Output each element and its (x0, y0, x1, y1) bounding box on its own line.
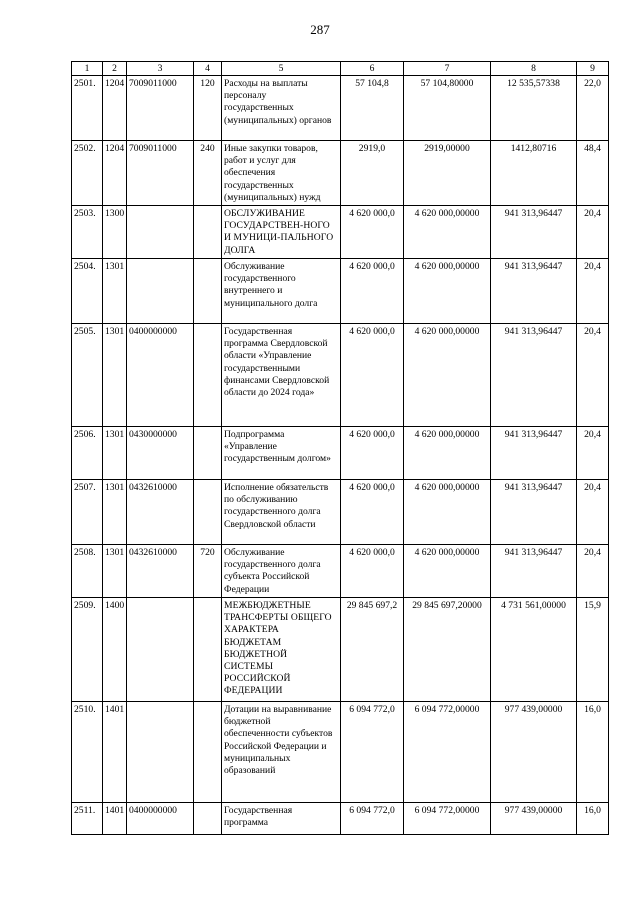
item-name: Дотации на выравнивание бюджетной обеспеченности субъектов Российской Федерации и муниципальных образований (222, 702, 341, 803)
expense-type-code (194, 324, 222, 427)
section-code: 1301 (103, 324, 127, 427)
item-name: МЕЖБЮДЖЕТНЫЕ ТРАНСФЕРТЫ ОБЩЕГО ХАРАКТЕРА БЮДЖЕТАМ БЮДЖЕТНОЙ СИСТЕМЫ РОССИЙСКОЙ ФЕДЕРАЦИИ (222, 598, 341, 702)
expense-type-code (194, 598, 222, 702)
table-row (72, 141, 609, 206)
table-row (72, 480, 609, 545)
row-number: 2509. (72, 598, 103, 702)
table-row (72, 545, 609, 598)
row-number: 2506. (72, 427, 103, 480)
approved-amount: 6 094 772,00000 (404, 803, 491, 835)
target-article-code: 7009011000 (127, 76, 194, 141)
target-article-code (127, 259, 194, 324)
expense-type-code: 720 (194, 545, 222, 598)
column-header: 8 (491, 62, 577, 76)
executed-amount: 4 731 561,00000 (491, 598, 577, 702)
execution-percent: 20,4 (577, 480, 609, 545)
expense-type-code (194, 803, 222, 835)
target-article-code (127, 702, 194, 803)
item-name: Обслуживание государственного долга субъекта Российской Федерации (222, 545, 341, 598)
item-name: Иные закупки товаров, работ и услуг для обеспечения государственных (муниципальных) нужд (222, 141, 341, 206)
executed-amount: 12 535,57338 (491, 76, 577, 141)
table-row (72, 259, 609, 324)
column-header: 4 (194, 62, 222, 76)
section-code: 1301 (103, 480, 127, 545)
target-article-code: 0400000000 (127, 324, 194, 427)
row-number: 2501. (72, 76, 103, 141)
item-name: Государственная программа (222, 803, 341, 835)
table-row (72, 803, 609, 835)
table-row (72, 427, 609, 480)
target-article-code: 0430000000 (127, 427, 194, 480)
executed-amount: 941 313,96447 (491, 259, 577, 324)
item-name: ОБСЛУЖИВАНИЕ ГОСУДАРСТВЕН-НОГО И МУНИЦИ-ПАЛЬНОГО ДОЛГА (222, 206, 341, 259)
column-header: 3 (127, 62, 194, 76)
table-row (72, 76, 609, 141)
section-code: 1204 (103, 141, 127, 206)
row-number: 2507. (72, 480, 103, 545)
executed-amount: 941 313,96447 (491, 545, 577, 598)
section-code: 1301 (103, 259, 127, 324)
target-article-code: 0400000000 (127, 803, 194, 835)
approved-amount: 4 620 000,00000 (404, 259, 491, 324)
plan-amount: 4 620 000,0 (341, 427, 404, 480)
execution-percent: 15,9 (577, 598, 609, 702)
column-header: 1 (72, 62, 103, 76)
section-code: 1300 (103, 206, 127, 259)
section-code: 1400 (103, 598, 127, 702)
section-code: 1301 (103, 427, 127, 480)
executed-amount: 941 313,96447 (491, 480, 577, 545)
executed-amount: 941 313,96447 (491, 427, 577, 480)
execution-percent: 20,4 (577, 206, 609, 259)
item-name: Государственная программа Свердловской области «Управление государственными финансами Свердловской области до 2024 года» (222, 324, 341, 427)
item-name: Подпрограмма «Управление государственным долгом» (222, 427, 341, 480)
column-header: 6 (341, 62, 404, 76)
column-header: 7 (404, 62, 491, 76)
section-code: 1401 (103, 702, 127, 803)
section-code: 1204 (103, 76, 127, 141)
page-number: 287 (310, 22, 330, 37)
item-name: Исполнение обязательств по обслуживанию государственного долга Свердловской области (222, 480, 341, 545)
expense-type-code (194, 480, 222, 545)
table-row (72, 598, 609, 702)
expense-type-code: 120 (194, 76, 222, 141)
execution-percent: 48,4 (577, 141, 609, 206)
approved-amount: 57 104,80000 (404, 76, 491, 141)
expense-type-code (194, 702, 222, 803)
row-number: 2508. (72, 545, 103, 598)
plan-amount: 4 620 000,0 (341, 206, 404, 259)
table-header-row (72, 62, 609, 76)
plan-amount: 2919,0 (341, 141, 404, 206)
expense-type-code: 240 (194, 141, 222, 206)
plan-amount: 29 845 697,2 (341, 598, 404, 702)
row-number: 2505. (72, 324, 103, 427)
plan-amount: 57 104,8 (341, 76, 404, 141)
target-article-code (127, 206, 194, 259)
approved-amount: 6 094 772,00000 (404, 702, 491, 803)
section-code: 1301 (103, 545, 127, 598)
approved-amount: 4 620 000,00000 (404, 545, 491, 598)
executed-amount: 1412,80716 (491, 141, 577, 206)
target-article-code (127, 598, 194, 702)
executed-amount: 977 439,00000 (491, 803, 577, 835)
expense-type-code (194, 259, 222, 324)
table-row (72, 702, 609, 803)
expense-type-code (194, 206, 222, 259)
approved-amount: 4 620 000,00000 (404, 427, 491, 480)
row-number: 2503. (72, 206, 103, 259)
execution-percent: 16,0 (577, 702, 609, 803)
approved-amount: 4 620 000,00000 (404, 206, 491, 259)
table-row (72, 324, 609, 427)
row-number: 2510. (72, 702, 103, 803)
execution-percent: 20,4 (577, 259, 609, 324)
execution-percent: 20,4 (577, 545, 609, 598)
row-number: 2504. (72, 259, 103, 324)
plan-amount: 6 094 772,0 (341, 803, 404, 835)
execution-percent: 20,4 (577, 427, 609, 480)
column-header: 2 (103, 62, 127, 76)
executed-amount: 941 313,96447 (491, 324, 577, 427)
plan-amount: 4 620 000,0 (341, 324, 404, 427)
approved-amount: 29 845 697,20000 (404, 598, 491, 702)
approved-amount: 4 620 000,00000 (404, 324, 491, 427)
budget-table (71, 61, 609, 835)
plan-amount: 4 620 000,0 (341, 480, 404, 545)
plan-amount: 4 620 000,0 (341, 259, 404, 324)
target-article-code: 0432610000 (127, 480, 194, 545)
expense-type-code (194, 427, 222, 480)
column-header: 5 (222, 62, 341, 76)
table-row (72, 206, 609, 259)
target-article-code: 7009011000 (127, 141, 194, 206)
item-name: Обслуживание государственного внутреннего и муниципального долга (222, 259, 341, 324)
column-header: 9 (577, 62, 609, 76)
plan-amount: 4 620 000,0 (341, 545, 404, 598)
approved-amount: 4 620 000,00000 (404, 480, 491, 545)
approved-amount: 2919,00000 (404, 141, 491, 206)
row-number: 2502. (72, 141, 103, 206)
item-name: Расходы на выплаты персоналу государственных (муниципальных) органов (222, 76, 341, 141)
section-code: 1401 (103, 803, 127, 835)
plan-amount: 6 094 772,0 (341, 702, 404, 803)
target-article-code: 0432610000 (127, 545, 194, 598)
execution-percent: 16,0 (577, 803, 609, 835)
row-number: 2511. (72, 803, 103, 835)
executed-amount: 941 313,96447 (491, 206, 577, 259)
executed-amount: 977 439,00000 (491, 702, 577, 803)
execution-percent: 22,0 (577, 76, 609, 141)
execution-percent: 20,4 (577, 324, 609, 427)
